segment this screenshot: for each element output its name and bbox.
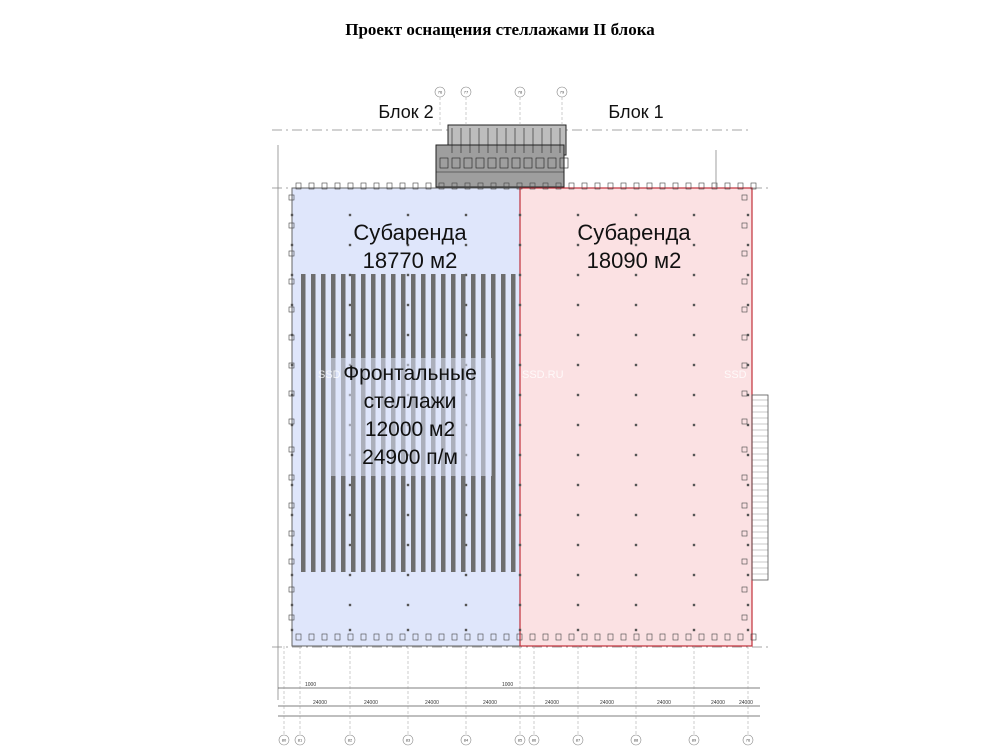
column-dot [519, 244, 521, 246]
watermark-3: SSD [724, 369, 747, 381]
column-dot [291, 364, 293, 366]
axis-label: 76 [437, 89, 443, 95]
block1-label: Блок 1 [608, 102, 664, 122]
axis-label: 76 [745, 737, 751, 743]
column-dot [519, 334, 521, 336]
column-dot [577, 424, 579, 426]
column-dot [519, 484, 521, 486]
column-dot [465, 629, 467, 631]
axis-label: 77 [463, 89, 469, 95]
rack-row [321, 274, 326, 572]
axis-label: 87 [575, 737, 581, 743]
column-dot [747, 274, 749, 276]
column-dot [407, 514, 409, 516]
column-dot [693, 514, 695, 516]
axis-label: 86 [531, 737, 537, 743]
axis-label: 78 [517, 89, 523, 95]
column-dot [349, 214, 351, 216]
dim-top-2: 1000 [502, 682, 514, 688]
dim-bottom-1: 24000 [313, 700, 327, 706]
column-dot [577, 214, 579, 216]
column-dot [693, 454, 695, 456]
column-dot [577, 574, 579, 576]
column-dot [465, 214, 467, 216]
zone-right-name: Субаренда [577, 220, 691, 245]
dim-bottom-3: 24000 [425, 700, 439, 706]
column-dot [407, 544, 409, 546]
column-dot [519, 544, 521, 546]
watermark-1: SSD [318, 369, 341, 381]
column-dot [693, 604, 695, 606]
dim-top-1: 1000 [305, 682, 317, 688]
column-dot [349, 274, 351, 276]
column-dot [693, 574, 695, 576]
axis-label: 85 [517, 737, 523, 743]
column-dot [349, 244, 351, 246]
column-dot [291, 214, 293, 216]
column-dot [635, 629, 637, 631]
column-dot [349, 304, 351, 306]
column-dot [519, 424, 521, 426]
column-dot [693, 629, 695, 631]
column-dot [519, 304, 521, 306]
column-dot [747, 574, 749, 576]
column-dot [635, 334, 637, 336]
page-title: Проект оснащения стеллажами II блока [345, 20, 655, 39]
column-dot [577, 304, 579, 306]
rack-row [311, 274, 316, 572]
right-facade [752, 395, 768, 580]
column-dot [577, 274, 579, 276]
column-dot [577, 334, 579, 336]
column-dot [519, 514, 521, 516]
axis-label: 81 [297, 737, 303, 743]
dim-bottom-6: 24000 [600, 700, 614, 706]
column-dot [407, 304, 409, 306]
column-dot [519, 214, 521, 216]
column-dot [291, 629, 293, 631]
column-dot [465, 604, 467, 606]
dim-bottom-5: 24000 [545, 700, 559, 706]
column-dot [519, 394, 521, 396]
column-dot [577, 544, 579, 546]
column-dot [291, 544, 293, 546]
column-dot [407, 274, 409, 276]
column-dot [291, 454, 293, 456]
column-dot [291, 484, 293, 486]
racks-label-group [328, 358, 492, 476]
column-dot [577, 364, 579, 366]
column-dot [635, 454, 637, 456]
column-dot [577, 629, 579, 631]
column-dot [577, 484, 579, 486]
column-dot [407, 214, 409, 216]
column-dot [747, 629, 749, 631]
column-dot [747, 304, 749, 306]
column-dot [635, 604, 637, 606]
axis-label: 88 [633, 737, 639, 743]
column-dot [747, 604, 749, 606]
column-dot [635, 394, 637, 396]
dim-bottom-9: 24000 [739, 700, 753, 706]
column-dot [291, 244, 293, 246]
column-dot [407, 629, 409, 631]
racks-label-line3: 12000 м2 [364, 418, 456, 441]
column-dot [519, 604, 521, 606]
column-dot [577, 514, 579, 516]
column-dot [693, 244, 695, 246]
column-dot [349, 544, 351, 546]
column-dot [747, 514, 749, 516]
axis-label: 79 [559, 89, 565, 95]
column-dot [519, 454, 521, 456]
rack-row [511, 274, 516, 572]
column-dot [693, 364, 695, 366]
column-dot [635, 514, 637, 516]
block2-label: Блок 2 [378, 102, 434, 122]
column-dot [693, 214, 695, 216]
column-dot [519, 364, 521, 366]
column-dot [635, 274, 637, 276]
dim-bottom-4: 24000 [483, 700, 497, 706]
column-dot [291, 274, 293, 276]
column-dot [349, 629, 351, 631]
column-dot [693, 394, 695, 396]
column-dot [349, 484, 351, 486]
column-dot [349, 574, 351, 576]
column-dot [349, 334, 351, 336]
column-dot [693, 334, 695, 336]
column-dot [693, 544, 695, 546]
column-dot [291, 304, 293, 306]
column-dot [349, 514, 351, 516]
column-dot [635, 574, 637, 576]
axis-label: 89 [691, 737, 697, 743]
axis-label: 83 [405, 737, 411, 743]
rack-row [501, 274, 506, 572]
dim-bottom-2: 24000 [364, 700, 378, 706]
column-dot [291, 574, 293, 576]
column-dot [407, 574, 409, 576]
column-dot [577, 604, 579, 606]
racks-label-line1: Фронтальные [343, 362, 477, 385]
column-dot [693, 484, 695, 486]
axis-label: 84 [463, 737, 469, 743]
zone-left-name: Субаренда [353, 220, 467, 245]
column-dot [747, 484, 749, 486]
dim-bottom-8: 24000 [711, 700, 725, 706]
column-dot [747, 214, 749, 216]
column-dot [407, 604, 409, 606]
column-dot [291, 514, 293, 516]
column-dot [407, 484, 409, 486]
zone-right-area: 18090 м2 [586, 248, 682, 273]
column-dot [519, 629, 521, 631]
column-dot [635, 484, 637, 486]
axis-label: 82 [347, 737, 353, 743]
column-dot [635, 364, 637, 366]
column-dot [577, 394, 579, 396]
column-dot [693, 304, 695, 306]
column-dot [693, 274, 695, 276]
axis-label: 80 [281, 737, 287, 743]
column-dot [291, 604, 293, 606]
column-dot [747, 244, 749, 246]
column-dot [519, 274, 521, 276]
column-dot [635, 544, 637, 546]
column-dot [407, 334, 409, 336]
racks-label-line4: 24900 п/м [362, 446, 458, 469]
column-dot [747, 454, 749, 456]
watermark-2: SSD.RU [522, 369, 564, 381]
column-dot [693, 424, 695, 426]
dimension-lines [278, 682, 760, 716]
column-dot [635, 304, 637, 306]
racks-label-line2: стеллажи [363, 390, 457, 413]
column-dot [635, 214, 637, 216]
column-dot [519, 574, 521, 576]
column-dot [635, 424, 637, 426]
dim-bottom-7: 24000 [657, 700, 671, 706]
column-dot [349, 604, 351, 606]
column-dot [747, 544, 749, 546]
zone-left-area: 18770 м2 [362, 248, 458, 273]
column-dot [577, 454, 579, 456]
rack-row [301, 274, 306, 572]
column-dot [465, 574, 467, 576]
